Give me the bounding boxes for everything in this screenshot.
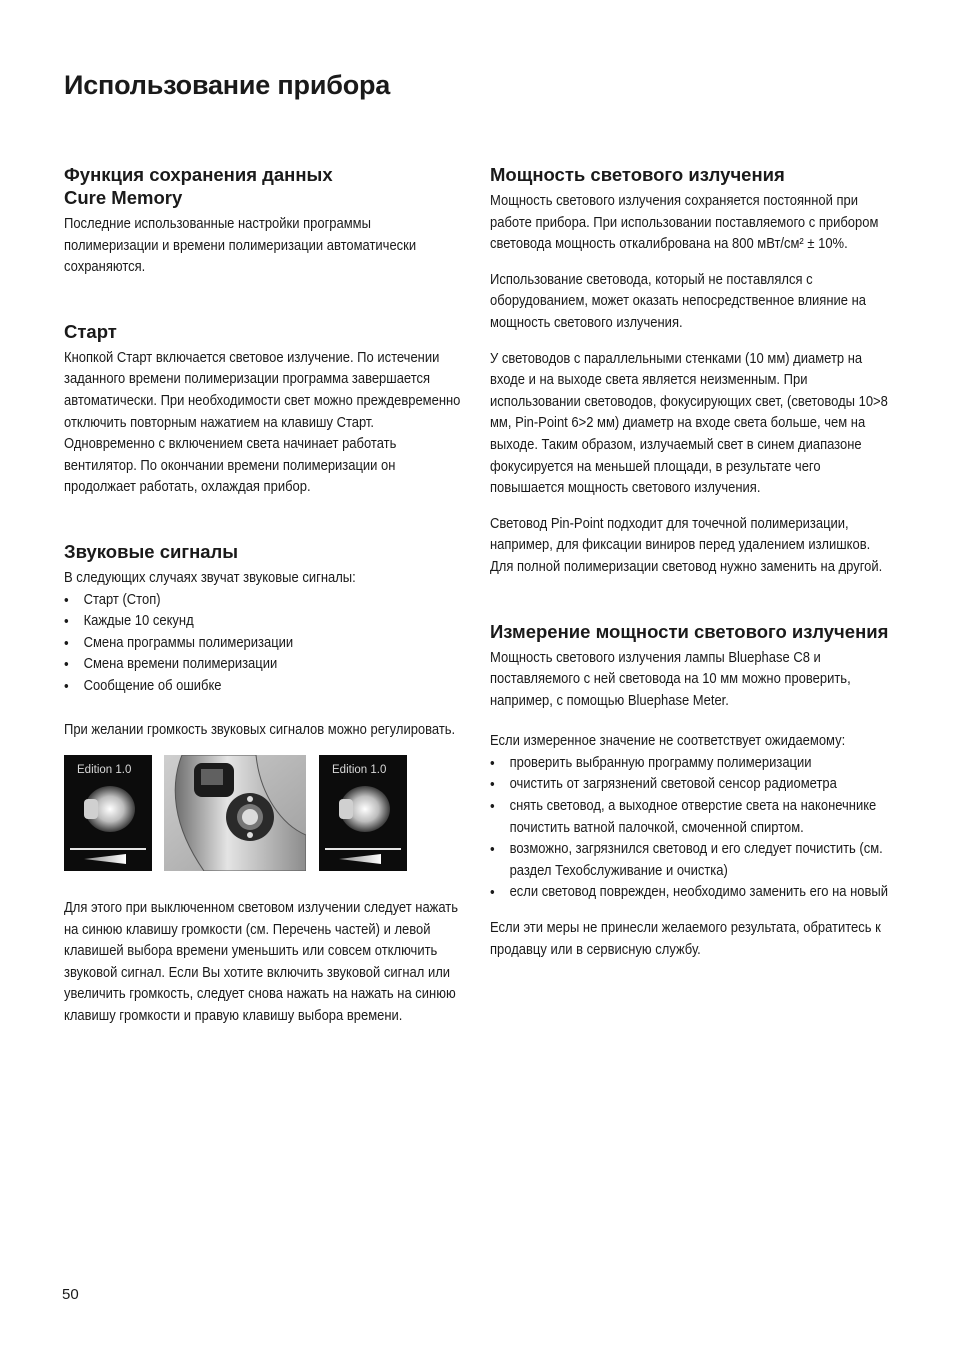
cure-memory-text: Последние использованные настройки программы полимеризации и времени полимеризации автоматически сохраняются. [64,216,417,276]
cure-memory-heading-line2: Cure Memory [64,187,183,208]
screen-label: Edition 1.0 [332,764,387,777]
display-image-1 [64,755,152,871]
cure-memory-heading-line1: Функция сохранения данных [64,164,333,185]
right-column [490,163,890,961]
start-heading: Старт [64,320,117,342]
list-item: • проверить выбранную программу полимеризации [490,753,889,775]
section-sounds [64,540,464,1028]
left-column [64,163,464,1028]
page-number: 50 [62,1286,79,1303]
display-image-2 [319,755,407,871]
measure-outro: Если эти меры не принесли желаемого результата, обратитесь к продавцу или в сервисную службу. [490,920,881,958]
volume-note: При желании громкость звуковых сигналов можно регулировать. [64,721,456,738]
device-images [64,755,464,871]
power-heading: Мощность светового излучения [490,164,785,185]
list-item: • Каждые 10 секунд [64,611,463,633]
section-cure-memory [64,163,464,279]
page-title: Использование прибора [64,70,391,100]
screen-label: Edition 1.0 [77,764,132,777]
list-item: • Старт (Стоп) [64,590,463,612]
measure-list [490,753,889,904]
power-text-4: Световод Pin-Point подходит для точечной полимеризации, например, для фиксации виниров перед удалением излишков. Для полной полимеризации световод нужно заменить на другой. [490,515,883,575]
device-photo [164,755,306,871]
list-item: • очистить от загрязнений световой сенсор радиометра [490,774,889,796]
cure-memory-heading [64,163,464,209]
list-item: • Смена времени полимеризации [64,654,463,676]
measure-heading: Измерение мощности светового излучения [490,620,889,642]
measure-text: Мощность светового излучения лампы Bluephase C8 и поставляемого с ней световода на 10 мм можно проверить, например, с помощью Bluephase Meter. [490,649,851,709]
list-item: • возможно, загрязнился световод и его следует почистить (см. раздел Техобслуживание и очистка) [490,839,889,882]
list-item: • если световод поврежден, необходимо заменить его на новый [490,882,889,904]
power-text-3: У световодов с параллельными стенками (10 мм) диаметр на входе и на выходе света является неизменным. При использовании световодов, фокусирующих свет, (световоды 10>8 мм, Pin-Point 6>2 мм) диаметр на входе света больше, чем на выходе. Таким образом, излучаемый свет в синем диапазоне фокусируется на меньшей площади, в результате чего повышается мощность светового излучения. [490,350,888,497]
section-measure [490,620,890,962]
sounds-list [64,590,463,698]
list-item: • Сообщение об ошибке [64,676,463,698]
sounds-intro: В следующих случаях звучат звуковые сигналы: [64,569,356,586]
power-text-1: Мощность светового излучения сохраняется постоянной при работе прибора. При использовании поставляемого с прибором световода мощность откалибрована на 800 мВт/см² ± 10%. [490,193,879,253]
power-text-2: Использование световода, который не поставлялся с оборудованием, может оказать непосредственное влияние на мощность светового излучения. [490,271,866,331]
section-start [64,320,464,499]
volume-instruction: Для этого при выключенном световом излучении следует нажать на синюю клавишу громкости (см. Перечень частей) и левой клавишей выбора времени уменьшить или совсем отключить звуковой сигнал. Если Вы хотите включить звуковой сигнал или увеличить громкость, следует снова нажать на нажать на синюю клавишу громкости и правую клавишу выбора времени. [64,900,459,1025]
sounds-heading: Звуковые сигналы [64,540,239,562]
list-item: • снять световод, а выходное отверстие света на наконечнике почистить ватной палочкой, смоченной спиртом. [490,796,889,839]
start-text: Кнопкой Старт включается световое излучение. По истечении заданного времени полимеризации программа завершается автоматически. При необходимости свет можно преждевременно отключить повторным нажатием на клавишу Старт. Одновременно с включением света начинает работать вентилятор. По окончании времени полимеризации он продолжает работать, охлаждая прибор. [64,349,461,496]
list-item: • Смена программы полимеризации [64,633,463,655]
measure-intro: Если измеренное значение не соответствует ожидаемому: [490,733,846,750]
section-power [490,163,890,579]
